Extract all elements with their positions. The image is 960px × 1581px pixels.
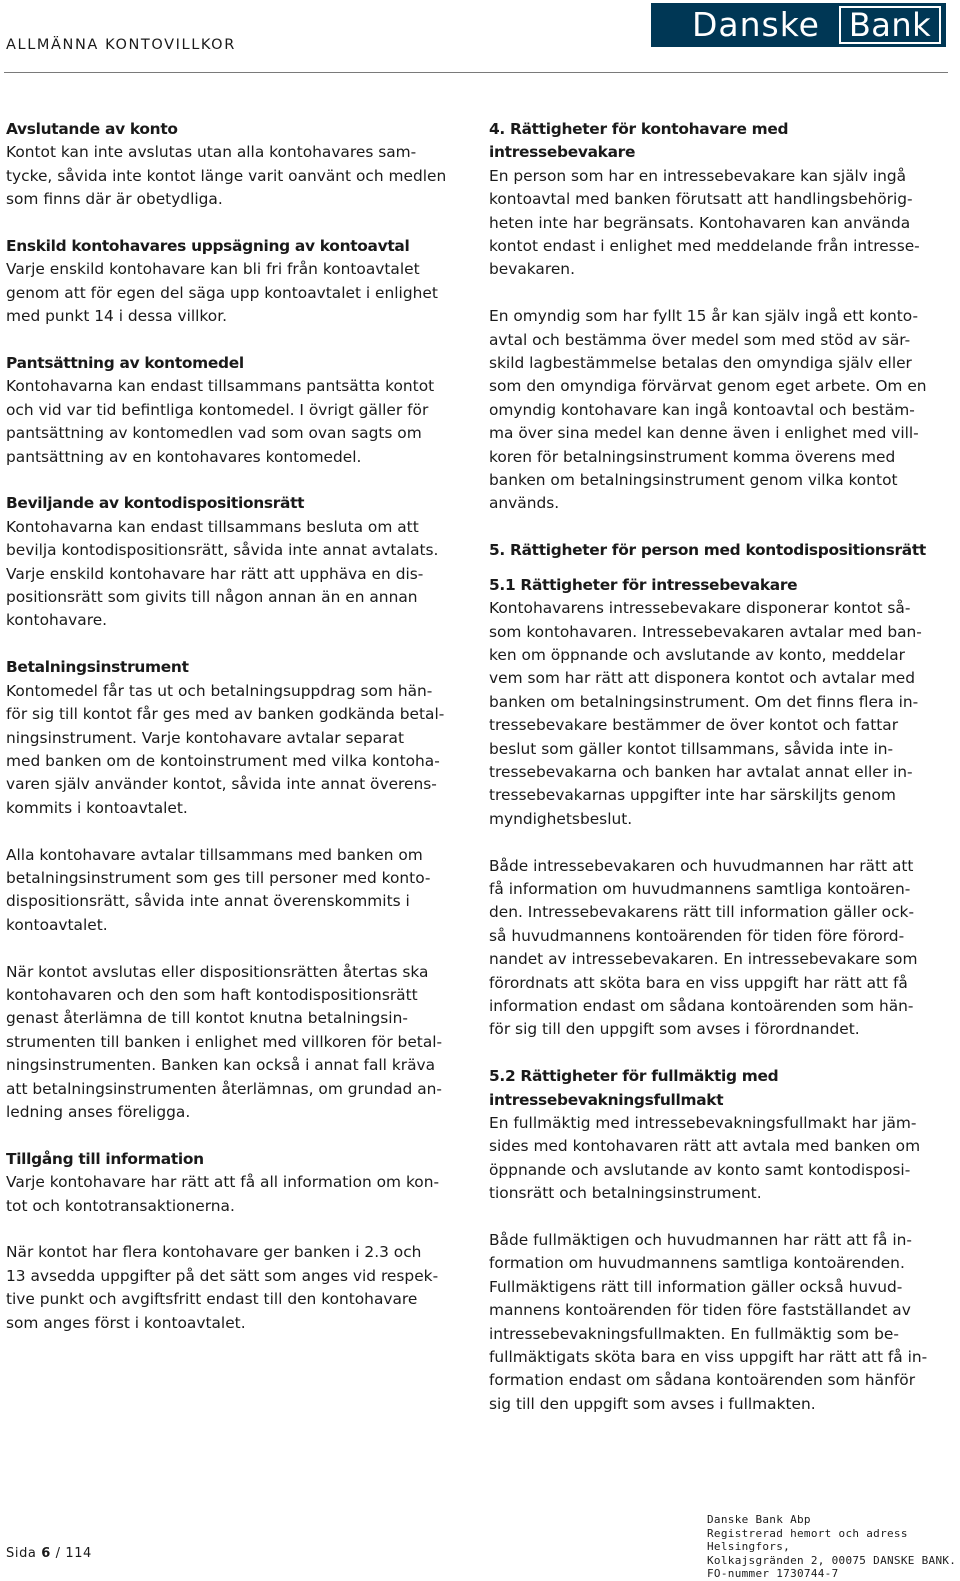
page-number (6, 1546, 92, 1561)
section-heading: 4. Rättigheter för kontohavare med intressebevakare (489, 120, 789, 162)
section-paragraph: En person som har en intressebevakare kan själv ingå kontoavtal med banken förutsatt att handlingsbehörig- heten inte har begränsats. Kontohavaren kan använda kontot endast i enlighet med meddelande från intresse- bevakaren. (489, 166, 920, 279)
section-heading: 5.2 Rättigheter för fullmäktig med intressebevakningsfullmakt (489, 1067, 779, 1109)
section (6, 1241, 466, 1335)
page-prefix: Sida (6, 1546, 42, 1561)
section-heading: Pantsättning av kontomedel (6, 354, 244, 373)
section-paragraph: När kontot avslutas eller dispositionsrätten återtas ska kontohavaren och den som haft kontodispositionsrätt genast återlämna de till kontot knutna betalningsin- strumenten till banken i enlighet med villkoren för betal- ningsinstrumenten. Banken kan också i annat fall kräva att betalningsinstrumenten återlämnas, om grundad an- ledning anses föreligga. (6, 962, 443, 1121)
danske-bank-logo (651, 3, 946, 47)
section (489, 855, 949, 1042)
section (6, 118, 466, 212)
right-column (489, 118, 949, 1440)
section (6, 492, 466, 632)
section (6, 352, 466, 469)
section-paragraph: Kontohavarens intressebevakare disponerar kontot så- som kontohavaren. Intressebevakaren avtalar med ban- ken om öppnande och avslutande av konto, meddelar vem som har rätt att disponera kontot och avtalar med banken om betalningsinstrument. Om det finns flera in- tressebevakare bestämmer de över kontot och fattar beslut som gäller kontot tillsammans, såvida inte in- tressebevakarna och banken har avtalat annat eller in- tressebevakarnas uppgifter inte har särskiljts genom myndighetsbeslut. (489, 599, 922, 828)
section-paragraph: Både intressebevakaren och huvudmannen har rätt att få information om huvudmannens samtliga kontoären- den. Intressebevakarens rätt till information gäller ock- så huvudmannens kontoärenden för tiden före förord- nandet av intressebevakaren. En intressebevakare som förordnats att sköta bara en viss uppgift har rätt att få information endast om sådana kontoärenden som hän- för sig till den uppgift som avses i förordnandet. (489, 856, 918, 1039)
document-title: ALLMÄNNA KONTOVILLKOR (6, 37, 236, 53)
section (6, 1148, 466, 1218)
bank-company-info: Danske Bank Abp Registrerad hemort och adress Helsingfors, Kolkajsgränden 2, 00075 DANSKE BANK. FO-nummer 1730744-7 (707, 1513, 957, 1580)
logo-text-bank: Bank (839, 6, 941, 44)
section-paragraph: Varje enskild kontohavare kan bli fri från kontoavtalet genom att för egen del säga upp kontoavtalet i enlighet med punkt 14 i dessa villkor. (6, 260, 438, 326)
section (489, 118, 949, 282)
section-heading: Enskild kontohavares uppsägning av kontoavtal (6, 237, 410, 256)
section (489, 574, 949, 831)
left-column (6, 118, 466, 1358)
section-paragraph: Varje kontohavare har rätt att få all information om kon- tot och kontotransaktionerna. (6, 1173, 440, 1215)
header-divider (4, 72, 948, 73)
section-paragraph: En fullmäktig med intressebevakningsfullmakt har jäm- sides med kontohavaren rätt att avtala med banken om öppnande och avslutande av konto samt kontodisposi- tionsrätt och betalningsinstrument. (489, 1114, 921, 1203)
section-paragraph: Kontohavarna kan endast tillsammans pantsätta kontot och vid var tid befintliga kontomedel. I övrigt gäller för pantsättning av kontomedlen vad som ovan sagts om pantsättning av en kontohavares kontomedel. (6, 377, 435, 466)
section-heading: 5. Rättigheter för person med kontodispositionsrätt (489, 541, 926, 560)
section (6, 656, 466, 820)
section-paragraph: När kontot har flera kontohavare ger banken i 2.3 och 13 avsedda uppgifter på det sätt som anges vid respek- tive punkt och avgiftsfritt endast till den kontohavare som anges först i kontoavtalet. (6, 1243, 439, 1332)
logo-text-danske: Danske (692, 5, 820, 44)
section-heading: Tillgång till information (6, 1149, 204, 1168)
section (489, 539, 949, 573)
section (489, 1065, 949, 1205)
section-heading: 5.1 Rättigheter för intressebevakare (489, 575, 798, 594)
section-paragraph: Alla kontohavare avtalar tillsammans med banken om betalningsinstrument som ges till personer med konto- dispositionsrätt, såvida inte annat överenskommits i kontoavtalet. (6, 845, 431, 934)
section (489, 1229, 949, 1416)
section-paragraph: En omyndig som har fyllt 15 år kan själv ingå ett konto- avtal och bestämma över medel som med stöd av sär- skild lagbestämmelse betalas den omyndiga själv eller som den omyndiga förvärvat genom eget arbete. Om en omyndig kontohavare kan ingå kontoavtal och bestäm- ma över sina medel kan denne även i enlighet med vill- koren för betalningsinstrument komma överens med banken om betalningsinstrument genom vilka kontot används. (489, 307, 927, 513)
section-heading: Betalningsinstrument (6, 658, 189, 677)
heading-spacer (489, 563, 949, 574)
section (6, 961, 466, 1125)
section-heading: Beviljande av kontodispositionsrätt (6, 494, 305, 513)
section-paragraph: Både fullmäktigen och huvudmannen har rätt att få in- formation om huvudmannens samtliga kontoärenden. Fullmäktigens rätt till information gäller också huvud- mannens kontoärenden för tiden före fastställandet av intressebevakningsfullmakten. En fullmäktig som be- fullmäktigats sköta bara en viss uppgift har rätt att få in- formation endast om sådana kontoärenden som hänför sig till den uppgift som avses i fullmakten. (489, 1231, 928, 1413)
section (6, 844, 466, 938)
section-heading: Avslutande av konto (6, 120, 178, 138)
section-paragraph: Kontot kan inte avslutas utan alla kontohavares sam- tycke, såvida inte kontot länge varit oanvänt och medlen som finns där är obetydliga. (6, 143, 447, 209)
section (6, 235, 466, 329)
section-paragraph: Kontomedel får tas ut och betalningsuppdrag som hän- för sig till kontot får ges med av banken godkända betal- ningsinstrument. Varje kontohavare avtalar separat med banken om de kontoinstrument med vilka kontoha- varen själv använder kontot, såvida inte annat överens- kommits i kontoavtalet. (6, 681, 445, 817)
page-total: / 114 (50, 1546, 92, 1561)
section-paragraph: Kontohavarna kan endast tillsammans besluta om att bevilja kontodispositionsrätt, såvida inte annat avtalats. Varje enskild kontohavare har rätt att upphäva en dis- positionsrätt som givits till någon annan än en annan kontohavare. (6, 517, 439, 630)
page-current: 6 (41, 1546, 51, 1561)
section (489, 305, 949, 516)
